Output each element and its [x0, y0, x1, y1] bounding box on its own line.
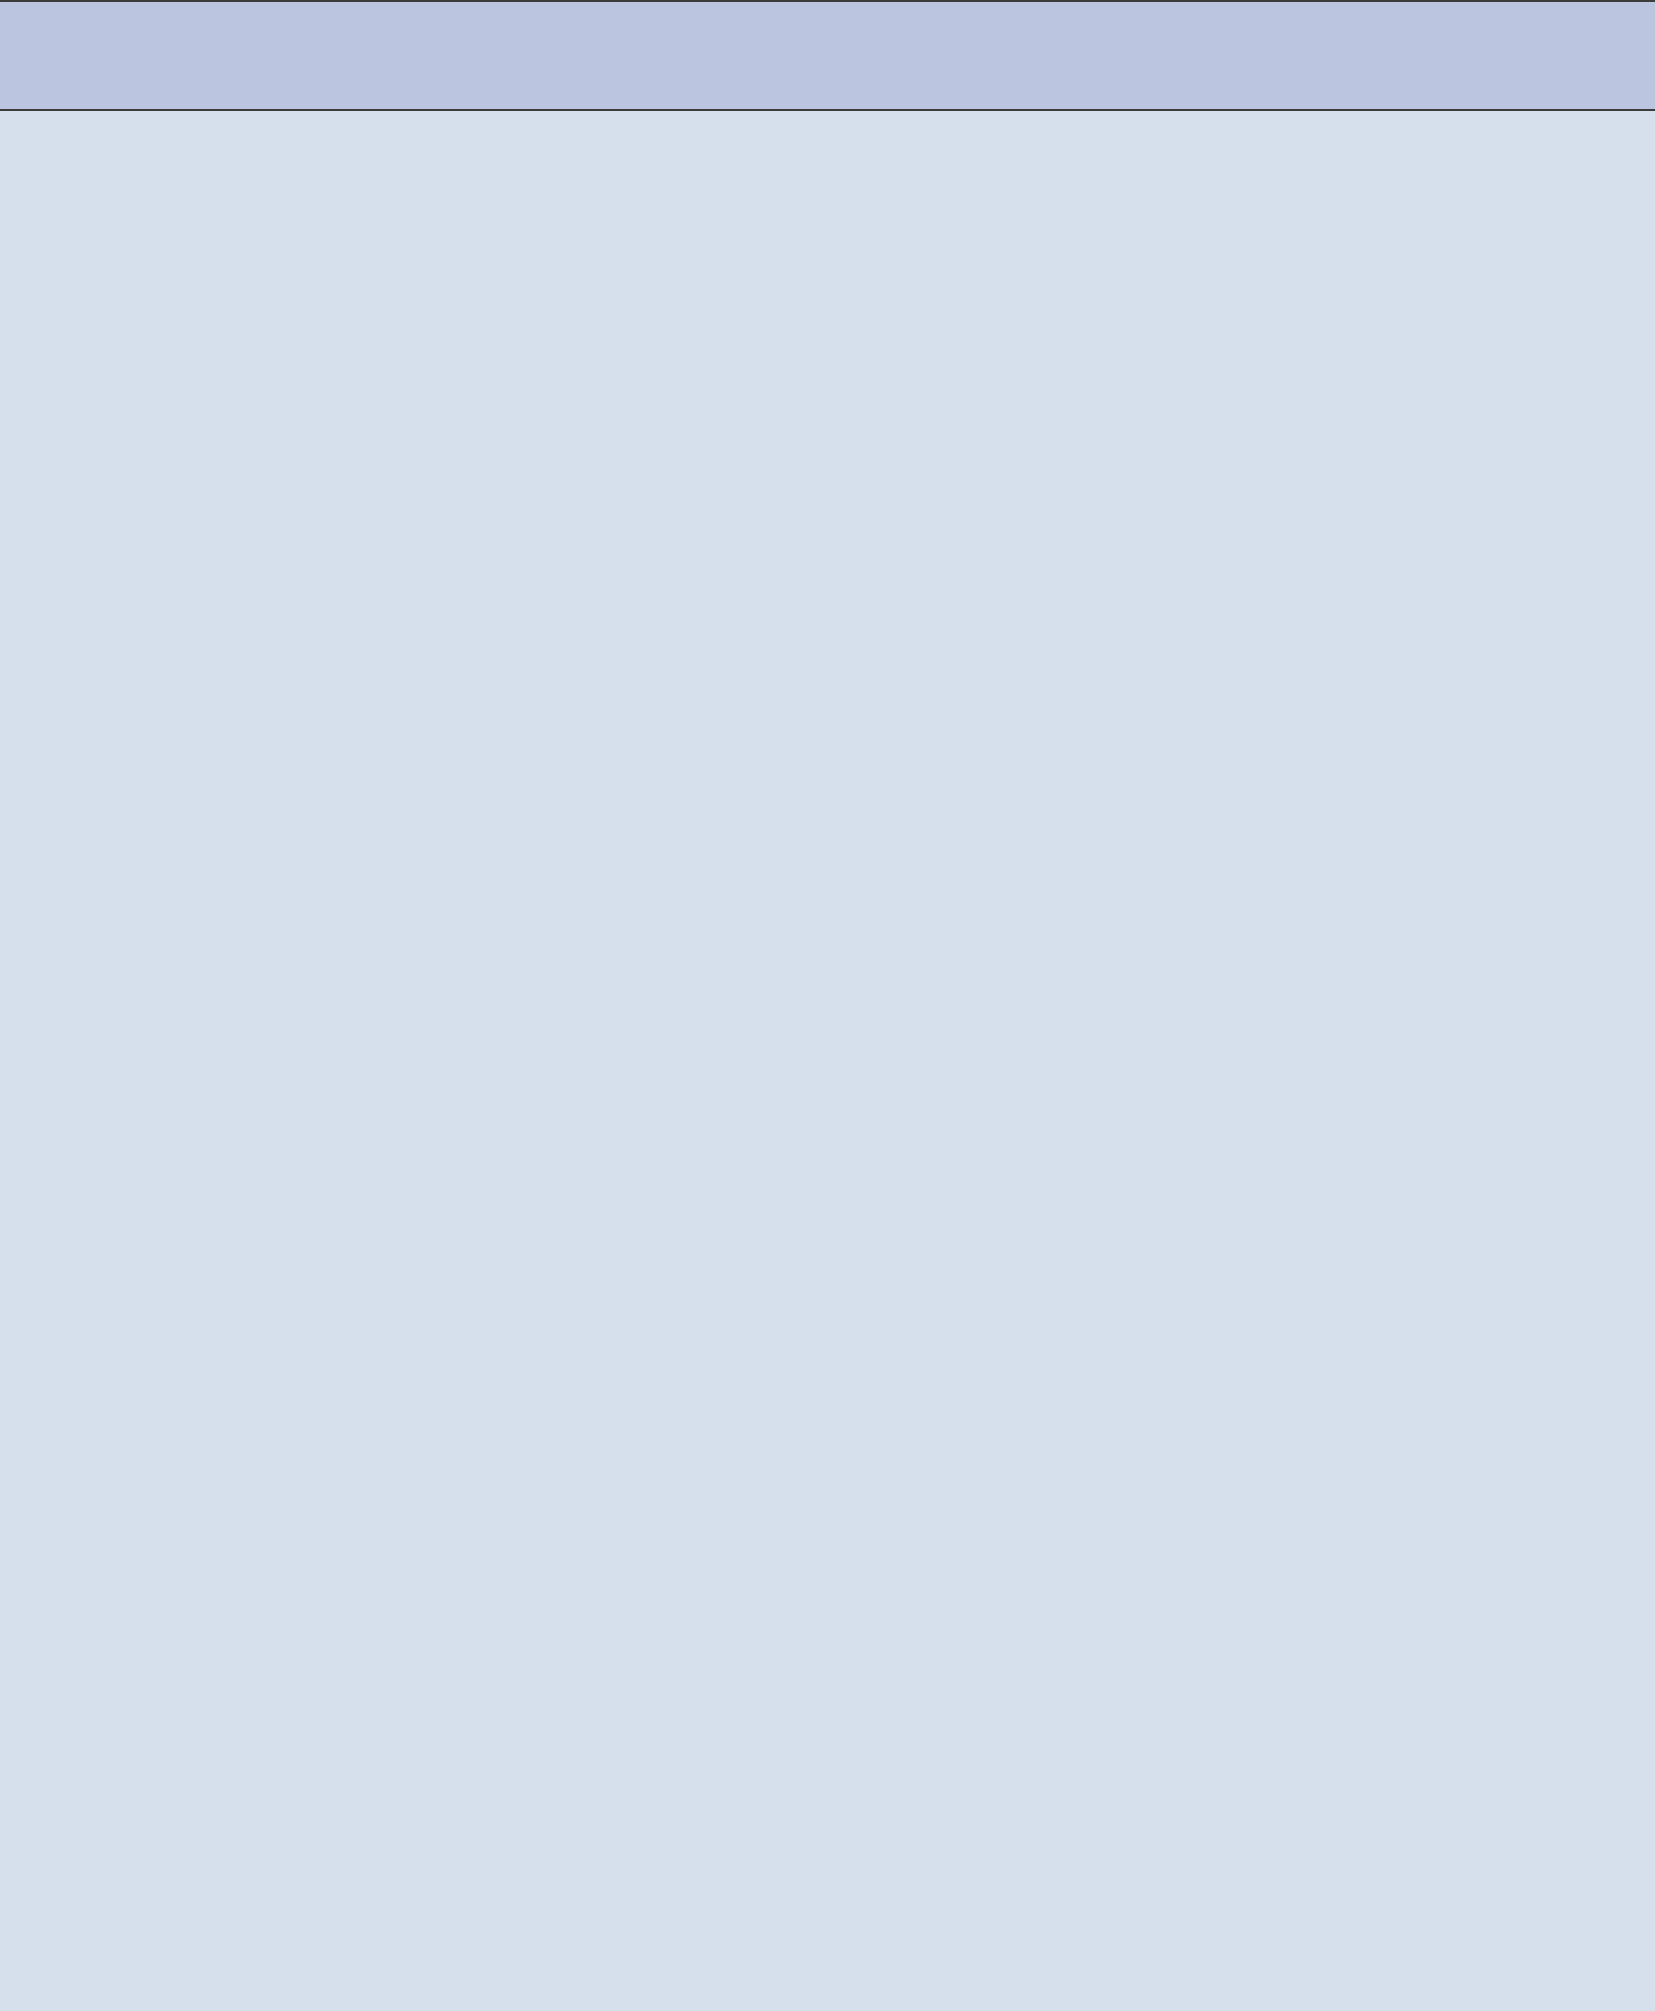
table-header [0, 1, 1655, 110]
header-sector [0, 1, 455, 110]
sample-table [0, 0, 1655, 111]
header-total [992, 1, 1260, 110]
header-pct [1260, 1, 1655, 110]
header-responsibility [455, 1, 775, 110]
header-gender [775, 1, 992, 110]
header-row [0, 1, 1655, 110]
